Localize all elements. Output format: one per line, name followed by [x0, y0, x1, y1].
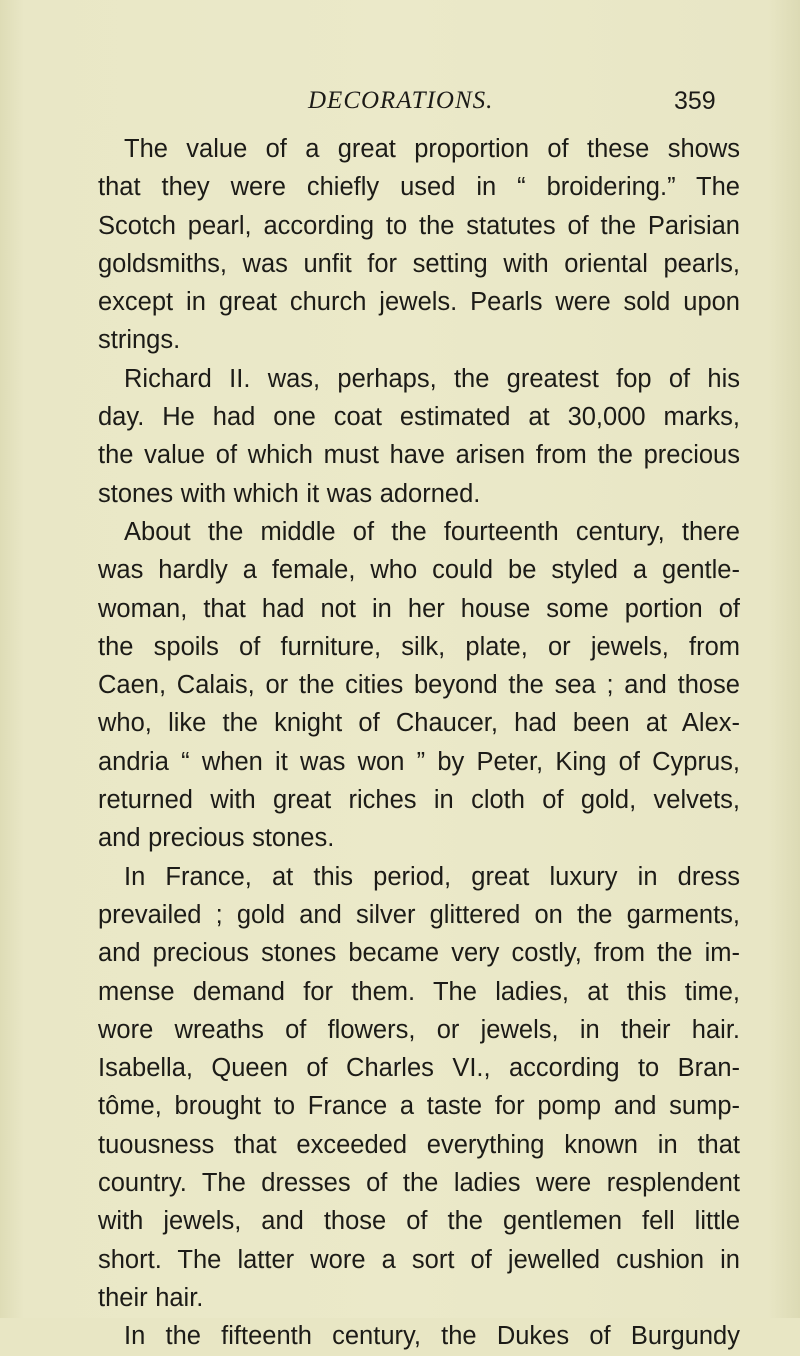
text-line: Scotch pearl, according to the statutes of the Parisian	[98, 211, 740, 240]
text-line: woman, that had not in her house some portion of	[98, 594, 740, 623]
text-line: strings.	[98, 326, 181, 355]
page-header	[0, 83, 800, 119]
text-line: the spoils of furniture, silk, plate, or jewels, from	[98, 632, 740, 661]
body-text	[98, 130, 740, 1356]
text-line: was hardly a female, who could be styled a gentle-	[98, 556, 740, 585]
text-line: In the fifteenth century, the Dukes of Burgundy	[124, 1322, 740, 1351]
text-line: About the middle of the fourteenth century, there	[124, 517, 740, 546]
text-line: who, like the knight of Chaucer, had been at Alex-	[98, 709, 740, 738]
text-line: In France, at this period, great luxury in dress	[124, 862, 740, 891]
text-line: that they were chiefly used in “ broidering.” The	[98, 173, 740, 202]
text-line: mense demand for them. The ladies, at this time,	[98, 977, 740, 1006]
text-line: wore wreaths of flowers, or jewels, in their hair.	[98, 1015, 740, 1044]
running-title: DECORATIONS.	[308, 87, 494, 114]
text-line: Richard II. was, perhaps, the greatest fop of his	[124, 364, 740, 393]
text-line: Isabella, Queen of Charles VI., according to Bran-	[98, 1054, 740, 1083]
text-line: Caen, Calais, or the cities beyond the sea ; and those	[98, 671, 740, 700]
text-line: and precious stones.	[98, 824, 335, 853]
text-line: The value of a great proportion of these shows	[124, 135, 740, 163]
text-line: their hair.	[98, 1283, 204, 1312]
text-line: tôme, brought to France a taste for pomp and sump-	[98, 1092, 740, 1121]
text-line: returned with great riches in cloth of gold, velvets,	[98, 786, 740, 815]
page-number: 359	[674, 87, 716, 115]
text-line: with jewels, and those of the gentlemen fell little	[98, 1207, 740, 1236]
text-line: short. The latter wore a sort of jewelled cushion in	[98, 1245, 740, 1274]
text-line: tuousness that exceeded everything known in that	[98, 1130, 740, 1159]
text-line: goldsmiths, was unfit for setting with oriental pearls,	[98, 249, 740, 278]
text-line: country. The dresses of the ladies were resplendent	[98, 1169, 740, 1198]
text-line: and precious stones became very costly, from the im-	[98, 939, 740, 968]
text-line: day. He had one coat estimated at 30,000 marks,	[98, 403, 740, 432]
text-line: except in great church jewels. Pearls were sold upon	[98, 288, 740, 317]
text-line: andria “ when it was won ” by Peter, King of Cyprus,	[98, 747, 740, 776]
text-line: prevailed ; gold and silver glittered on the garments,	[98, 900, 740, 929]
text-line: the value of which must have arisen from the precious	[98, 441, 740, 470]
text-line: stones with which it was adorned.	[98, 479, 481, 508]
